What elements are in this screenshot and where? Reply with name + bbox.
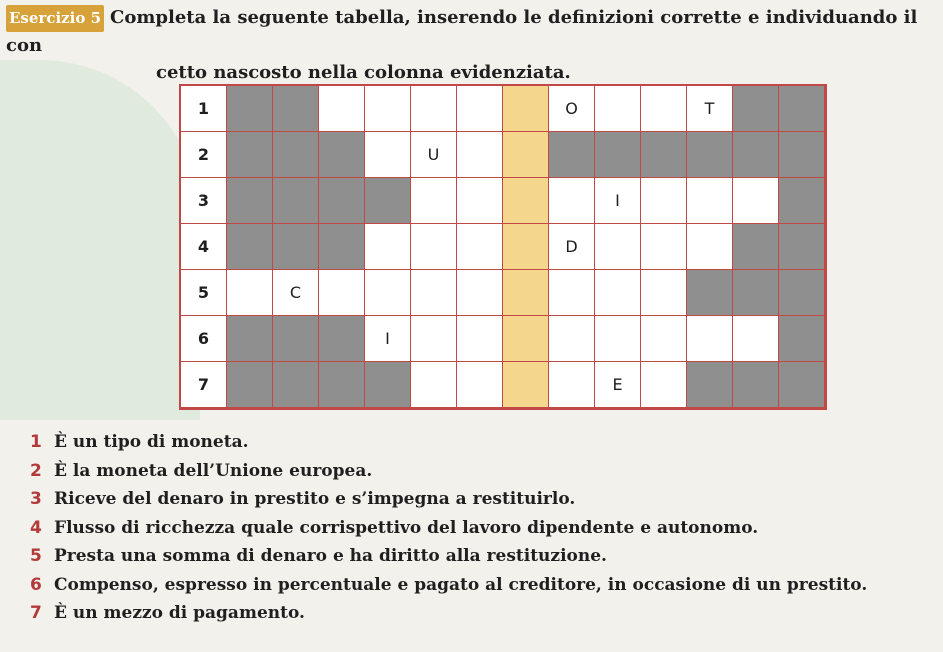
highlighted-cell[interactable] — [503, 178, 549, 224]
clue-item — [30, 457, 930, 486]
clue-item — [30, 599, 930, 628]
answer-cell[interactable] — [365, 270, 411, 316]
blocked-cell — [687, 270, 733, 316]
instruction-text-2: cetto nascosto nella colonna evidenziata. — [156, 62, 571, 83]
blocked-cell — [733, 362, 779, 408]
answer-cell[interactable] — [411, 178, 457, 224]
blocked-cell — [273, 86, 319, 132]
answer-cell[interactable] — [549, 270, 595, 316]
answer-cell[interactable] — [457, 362, 503, 408]
answer-cell[interactable] — [319, 86, 365, 132]
answer-cell[interactable] — [687, 224, 733, 270]
highlighted-cell[interactable] — [503, 362, 549, 408]
blocked-cell — [227, 362, 273, 408]
given-letter-cell: T — [687, 86, 733, 132]
blocked-cell — [319, 224, 365, 270]
answer-cell[interactable] — [411, 270, 457, 316]
clue-item — [30, 428, 930, 457]
clue-list — [30, 428, 930, 628]
answer-cell[interactable] — [411, 316, 457, 362]
answer-cell[interactable] — [687, 316, 733, 362]
clue-number: 5 — [30, 546, 42, 566]
answer-cell[interactable] — [641, 316, 687, 362]
blocked-cell — [273, 316, 319, 362]
blocked-cell — [733, 270, 779, 316]
blocked-cell — [733, 224, 779, 270]
answer-cell[interactable] — [595, 224, 641, 270]
clue-number: 7 — [30, 603, 42, 623]
row-number-cell: 6 — [181, 316, 227, 362]
answer-cell[interactable] — [595, 270, 641, 316]
clue-number: 1 — [30, 432, 42, 452]
answer-cell[interactable] — [549, 178, 595, 224]
highlighted-cell[interactable] — [503, 132, 549, 178]
highlighted-cell[interactable] — [503, 270, 549, 316]
blocked-cell — [595, 132, 641, 178]
answer-cell[interactable] — [733, 178, 779, 224]
blocked-cell — [227, 178, 273, 224]
clue-text: Presta una somma di denaro e ha diritto alla restituzione. — [54, 546, 607, 566]
blocked-cell — [687, 362, 733, 408]
blocked-cell — [365, 362, 411, 408]
blocked-cell — [273, 362, 319, 408]
clue-item — [30, 514, 930, 543]
row-number-cell: 3 — [181, 178, 227, 224]
blocked-cell — [779, 362, 825, 408]
given-letter-cell: O — [549, 86, 595, 132]
clue-number: 6 — [30, 574, 42, 595]
highlighted-cell[interactable] — [503, 316, 549, 362]
instruction-text-1: Completa la seguente tabella, inserendo le definizioni corrette e individuando il con — [6, 7, 918, 56]
blocked-cell — [779, 178, 825, 224]
blocked-cell — [319, 132, 365, 178]
clue-text: Riceve del denaro in prestito e s’impegna a restituirlo. — [54, 489, 576, 509]
given-letter-cell: I — [595, 178, 641, 224]
blocked-cell — [641, 132, 687, 178]
blocked-cell — [779, 316, 825, 362]
background-decoration — [0, 60, 200, 420]
answer-cell[interactable] — [457, 316, 503, 362]
clue-text: Compenso, espresso in percentuale e pagato al creditore, in occasione di un prestito. — [54, 574, 868, 595]
row-number-cell: 2 — [181, 132, 227, 178]
answer-cell[interactable] — [457, 132, 503, 178]
blocked-cell — [365, 178, 411, 224]
answer-cell[interactable] — [319, 270, 365, 316]
blocked-cell — [319, 316, 365, 362]
blocked-cell — [227, 316, 273, 362]
blocked-cell — [227, 132, 273, 178]
crossword-grid — [179, 84, 827, 410]
given-letter-cell: E — [595, 362, 641, 408]
clue-item — [30, 571, 930, 600]
answer-cell[interactable] — [411, 224, 457, 270]
answer-cell[interactable] — [365, 224, 411, 270]
answer-cell[interactable] — [411, 362, 457, 408]
answer-cell[interactable] — [549, 362, 595, 408]
clue-number: 3 — [30, 489, 42, 509]
answer-cell[interactable] — [365, 86, 411, 132]
row-number-cell: 4 — [181, 224, 227, 270]
clue-item — [30, 485, 930, 514]
answer-cell[interactable] — [365, 132, 411, 178]
exercise-tag: Esercizio 5 — [6, 5, 104, 32]
given-letter-cell: U — [411, 132, 457, 178]
blocked-cell — [319, 178, 365, 224]
clue-number: 2 — [30, 460, 42, 481]
answer-cell[interactable] — [641, 362, 687, 408]
answer-cell[interactable] — [687, 178, 733, 224]
exercise-header — [6, 4, 943, 86]
blocked-cell — [227, 224, 273, 270]
answer-cell[interactable] — [641, 178, 687, 224]
blocked-cell — [779, 224, 825, 270]
answer-cell[interactable] — [595, 316, 641, 362]
clue-number: 4 — [30, 517, 42, 538]
answer-cell[interactable] — [457, 270, 503, 316]
blocked-cell — [779, 86, 825, 132]
blocked-cell — [779, 270, 825, 316]
given-letter-cell: C — [273, 270, 319, 316]
clue-text: Flusso di ricchezza quale corrispettivo del lavoro dipendente e autonomo. — [54, 517, 759, 538]
blocked-cell — [779, 132, 825, 178]
header-line-1 — [6, 4, 943, 59]
answer-cell[interactable] — [457, 224, 503, 270]
clue-item — [30, 542, 930, 571]
highlighted-cell[interactable] — [503, 86, 549, 132]
answer-cell[interactable] — [411, 86, 457, 132]
blocked-cell — [733, 86, 779, 132]
given-letter-cell: I — [365, 316, 411, 362]
row-number-cell: 5 — [181, 270, 227, 316]
blocked-cell — [733, 132, 779, 178]
answer-cell[interactable] — [641, 224, 687, 270]
answer-cell[interactable] — [549, 316, 595, 362]
blocked-cell — [273, 224, 319, 270]
row-number-cell: 7 — [181, 362, 227, 408]
blocked-cell — [319, 362, 365, 408]
clue-text: È un tipo di moneta. — [54, 432, 249, 452]
answer-cell[interactable] — [641, 270, 687, 316]
highlighted-cell[interactable] — [503, 224, 549, 270]
answer-cell[interactable] — [733, 316, 779, 362]
blocked-cell — [687, 132, 733, 178]
answer-cell[interactable] — [595, 86, 641, 132]
answer-cell[interactable] — [457, 86, 503, 132]
answer-cell[interactable] — [227, 270, 273, 316]
blocked-cell — [273, 178, 319, 224]
clue-text: È un mezzo di pagamento. — [54, 603, 305, 623]
blocked-cell — [549, 132, 595, 178]
answer-cell[interactable] — [457, 178, 503, 224]
row-number-cell: 1 — [181, 86, 227, 132]
given-letter-cell: D — [549, 224, 595, 270]
blocked-cell — [273, 132, 319, 178]
answer-cell[interactable] — [641, 86, 687, 132]
clue-text: È la moneta dell’Unione europea. — [54, 460, 373, 481]
blocked-cell — [227, 86, 273, 132]
